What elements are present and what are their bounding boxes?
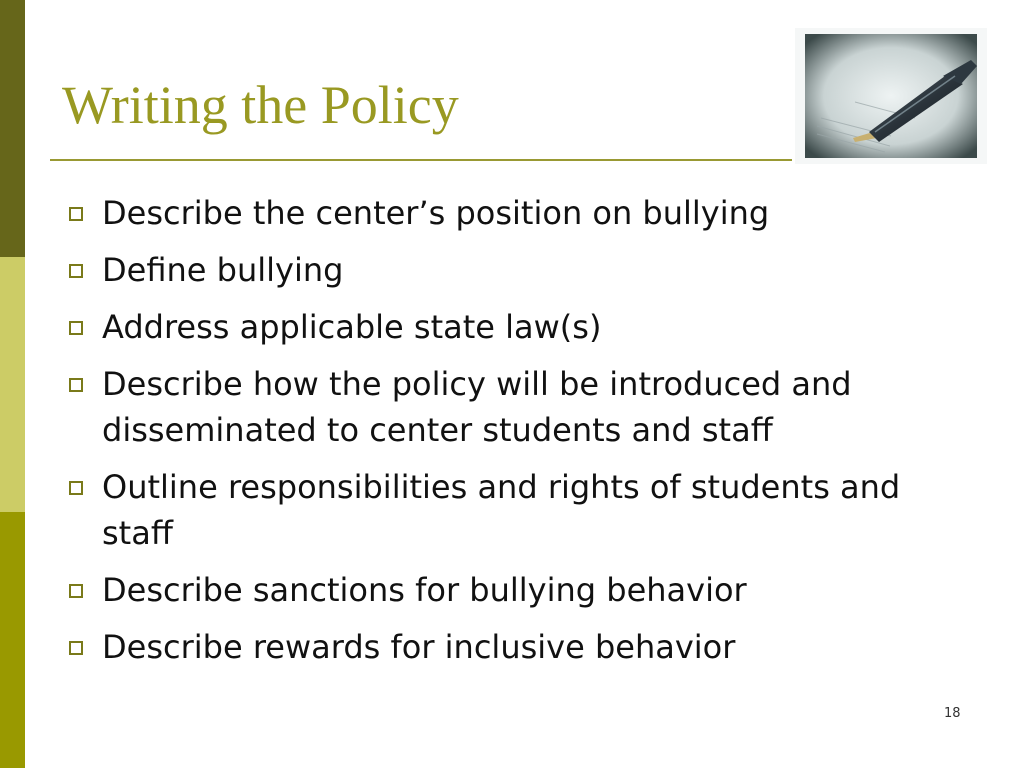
list-item	[66, 567, 956, 613]
list-item	[66, 304, 956, 350]
square-bullet-icon	[69, 641, 83, 655]
fountain-pen-icon	[795, 28, 987, 164]
page-number: 18	[944, 706, 961, 721]
bullet-text: Describe the center’s position on bullying	[102, 194, 770, 232]
left-band-light	[0, 257, 25, 512]
bullet-text: Describe how the policy will be introduced and disseminated to center students and staff	[102, 365, 852, 449]
left-band-dark	[0, 0, 25, 257]
bullet-text: Describe sanctions for bullying behavior	[102, 571, 747, 609]
square-bullet-icon	[69, 264, 83, 278]
list-item	[66, 624, 956, 670]
bullet-text: Address applicable state law(s)	[102, 308, 602, 346]
bullet-text: Describe rewards for inclusive behavior	[102, 628, 736, 666]
square-bullet-icon	[69, 584, 83, 598]
list-item	[66, 361, 956, 453]
title-underline	[50, 159, 792, 161]
bullet-text: Define bullying	[102, 251, 344, 289]
square-bullet-icon	[69, 207, 83, 221]
slide-title: Writing the Policy	[62, 75, 459, 135]
left-band-mid	[0, 512, 25, 768]
square-bullet-icon	[69, 321, 83, 335]
square-bullet-icon	[69, 481, 83, 495]
square-bullet-icon	[69, 378, 83, 392]
list-item	[66, 247, 956, 293]
bullet-text: Outline responsibilities and rights of students and staff	[102, 468, 901, 552]
bullet-list	[66, 190, 956, 681]
list-item	[66, 464, 956, 556]
list-item	[66, 190, 956, 236]
